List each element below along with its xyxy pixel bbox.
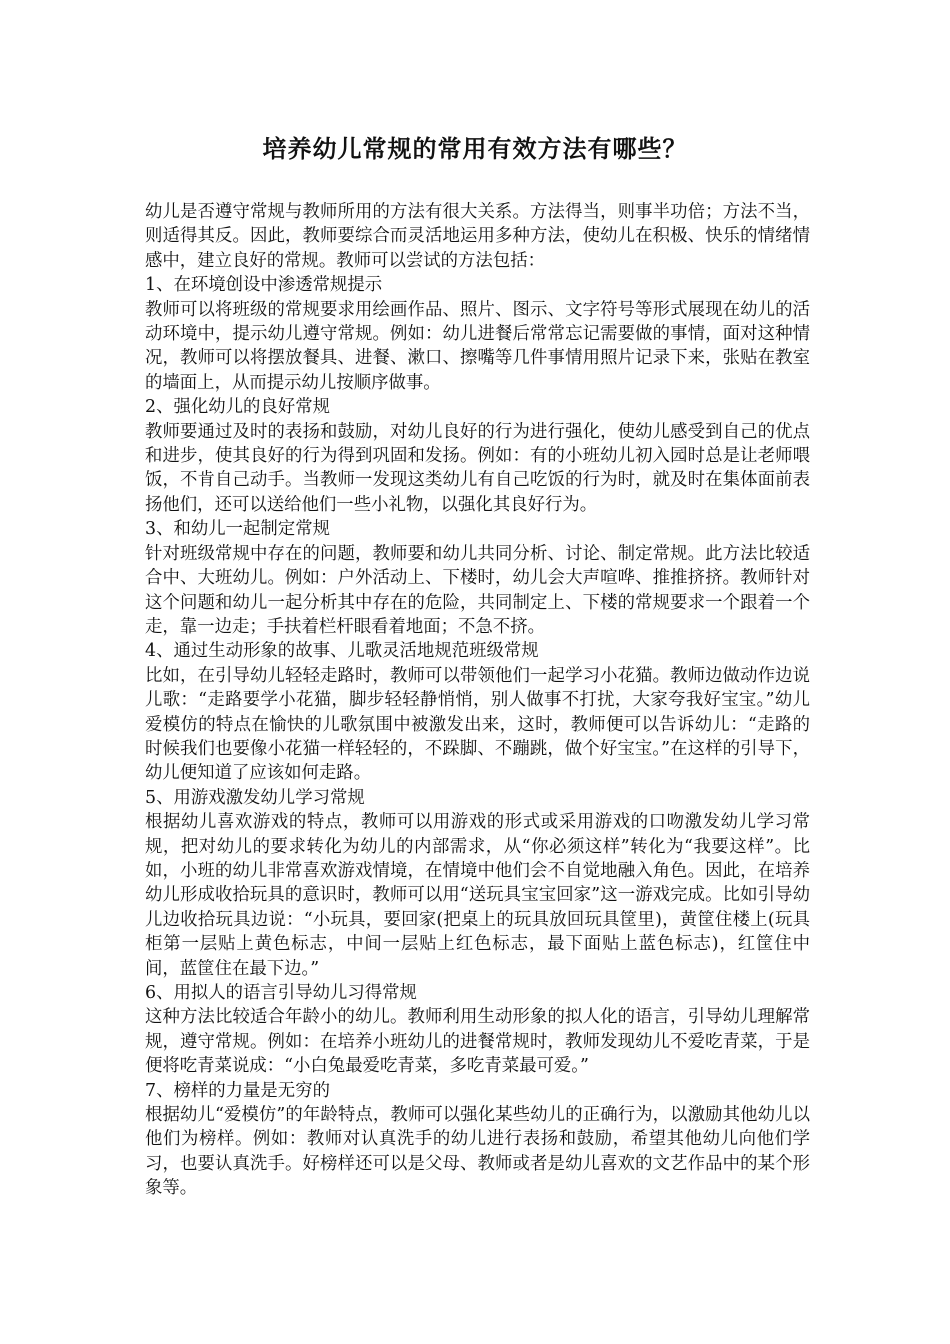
section-heading-6: 6、用拟人的语言引导幼儿习得常规 [145,983,417,1003]
section-heading-4: 4、通过生动形象的故事、儿歌灵活地规范班级常规 [145,641,539,662]
document-body [145,200,810,1201]
section-heading-7: 7、榜样的力量是无穷的 [145,1080,330,1101]
section-paragraph-2: 教师要通过及时的表扬和鼓励，对幼儿良好的行为进行强化，使幼儿感受到自己的优点和进步，使其良好的行为得到巩固和发扬。例如：有的小班幼儿初入园时总是让老师喂饭，不肯自己动手。当教师一发现这类幼儿有自己吃饭的行为时，就及时在集体面前表扬他们，还可以送给他们一些小礼物，以强化其良好行为。 [145,421,810,515]
intro-paragraph: 幼儿是否遵守常规与教师所用的方法有很大关系。方法得当，则事半功倍；方法不当，则适得其反。因此，教师要综合而灵活地运用多种方法，使幼儿在积极、快乐的情绪情感中，建立良好的常规。教师可以尝试的方法包括： [145,202,810,271]
section-paragraph-7: 根据幼儿“爱模仿”的年龄特点，教师可以强化某些幼儿的正确行为，以激励其他幼儿以他们为榜样。例如：教师对认真洗手的幼儿进行表扬和鼓励，希望其他幼儿向他们学习，也要认真洗手。好榜样还可以是父母、教师或者是幼儿喜欢的文艺作品中的某个形象等。 [145,1105,810,1199]
section-heading-5: 5、用游戏激发幼儿学习常规 [145,787,365,808]
section-paragraph-1: 教师可以将班级的常规要求用绘画作品、照片、图示、文字符号等形式展现在幼儿的活动环境中，提示幼儿遵守常规。例如：幼儿进餐后常常忘记需要做的事情，面对这种情况，教师可以将摆放餐具、进餐、漱口、擦嘴等几件事情用照片记录下来，张贴在教室的墙面上，从而提示幼儿按顺序做事。 [145,299,810,393]
section-paragraph-5: 根据幼儿喜欢游戏的特点，教师可以用游戏的形式或采用游戏的口吻激发幼儿学习常规，把对幼儿的要求转化为幼儿的内部需求，从“你必须这样”转化为“我要这样”。比如，小班的幼儿非常喜欢游戏情境，在情境中他们会不自觉地融入角色。因此，在培养幼儿形成收拾玩具的意识时，教师可以用“送玩具宝宝回家”这一游戏完成。比如引导幼儿边收拾玩具边说：“小玩具，要回家(把桌上的玩具放回玩具筐里)，黄筐住楼上(玩具柜第一层贴上黄色标志，中间一层贴上红色标志，最下面贴上蓝色标志)，红筐住中间，蓝筐住在最下边。” [145,812,810,979]
section-heading-2: 2、强化幼儿的良好常规 [145,397,330,418]
section-heading-1: 1、在环境创设中渗透常规提示 [145,275,383,296]
section-heading-3: 3、和幼儿一起制定常规 [145,519,330,540]
section-paragraph-4: 比如，在引导幼儿轻轻走路时，教师可以带领他们一起学习小花猫。教师边做动作边说儿歌：“走路要学小花猫，脚步轻轻静悄悄，别人做事不打扰，大家夸我好宝宝。”幼儿爱模仿的特点在愉快的儿歌氛围中被激发出来，这时，教师便可以告诉幼儿：“走路的时候我们也要像小花猫一样轻轻的，不跺脚、不蹦跳，做个好宝宝。”在这样的引导下，幼儿便知道了应该如何走路。 [145,665,810,784]
section-paragraph-3: 针对班级常规中存在的问题，教师要和幼儿共同分析、讨论、制定常规。此方法比较适合中、大班幼儿。例如：户外活动上、下楼时，幼儿会大声喧哗、推推挤挤。教师针对这个问题和幼儿一起分析其中存在的危险，共同制定上、下楼的常规要求一个跟着一个走，靠一边走；手扶着栏杆眼看着地面；不急不挤。 [145,543,810,637]
page-title: 培养幼儿常规的常用有效方法有哪些？ [262,134,688,163]
section-paragraph-6: 这种方法比较适合年龄小的幼儿。教师利用生动形象的拟人化的语言，引导幼儿理解常规，遵守常规。例如：在培养小班幼儿的进餐常规时，教师发现幼儿不爱吃青菜，于是便将吃青菜说成：“小白兔最爱吃青菜，多吃青菜最可爱。” [145,1007,810,1077]
